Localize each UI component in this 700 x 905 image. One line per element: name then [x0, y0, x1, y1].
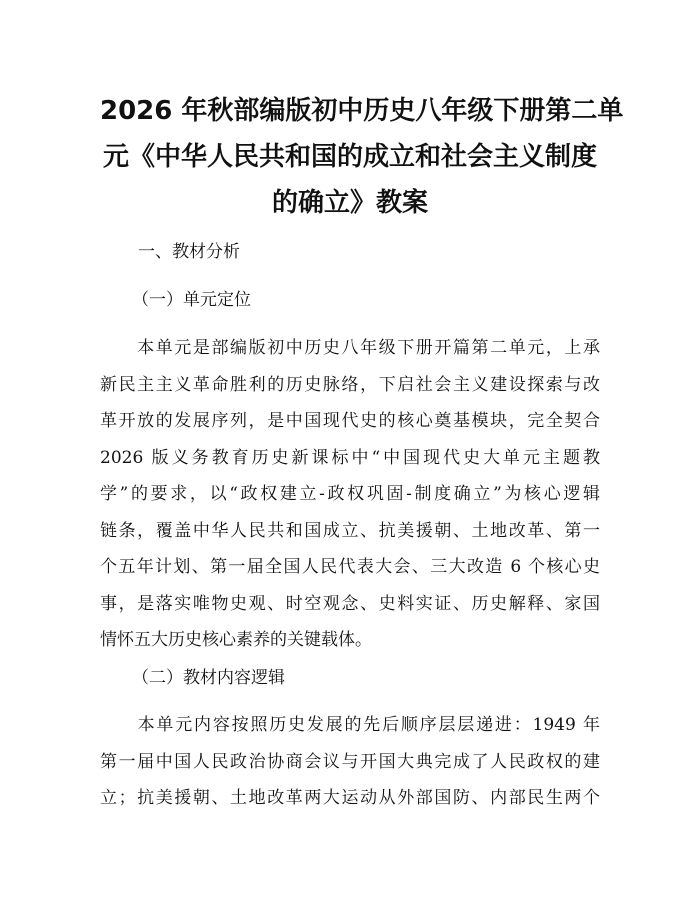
paragraph-line: 事，是落实唯物史观、时空观念、史料实证、历史解释、家国 — [100, 593, 600, 614]
paragraph-line: 个五年计划、第一届全国人民代表大会、三大改造 6 个核心史 — [100, 557, 600, 577]
title-line: 的确立》教案 — [271, 188, 428, 218]
paragraph-line: 第一届中国人民政治协商会议与开国大典完成了人民政权的建 — [100, 751, 600, 772]
paragraph-line: 新民主主义革命胜利的历史脉络，下启社会主义建设探索与改 — [100, 374, 600, 395]
paragraph-line: 链条，覆盖中华人民共和国成立、抗美援朝、土地改革、第一 — [100, 520, 600, 541]
title-line: 2026 年秋部编版初中历史八年级下册第二单 — [100, 96, 624, 126]
paragraph-line: 本单元是部编版初中历史八年级下册开篇第二单元，上承 — [100, 338, 600, 358]
paragraph-line: 革开放的发展序列，是中国现代史的核心奠基模块，完全契合 — [100, 411, 600, 431]
subsection-heading-content-logic: （二）教材内容逻辑 — [132, 668, 285, 688]
paragraph-line: 本单元内容按照历史发展的先后顺序层层递进：1949 年 — [100, 715, 600, 735]
document-title — [100, 88, 624, 226]
section-heading-textbook-analysis: 一、教材分析 — [138, 242, 240, 262]
title-line: 元《中华人民共和国的成立和社会主义制度 — [102, 142, 597, 172]
paragraph-line: 情怀五大历史核心素养的关键载体。 — [100, 630, 372, 650]
paragraph-line: 2026 版义务教育历史新课标中“中国现代史大单元主题教 — [100, 447, 600, 468]
paragraph-unit-positioning — [100, 330, 600, 659]
paragraph-line: 立；抗美援朝、土地改革两大运动从外部国防、内部民生两个 — [100, 788, 600, 808]
paragraph-line: 学”的要求，以“政权建立-政权巩固-制度确立”为核心逻辑 — [100, 484, 600, 504]
subsection-heading-unit-positioning: （一）单元定位 — [132, 290, 251, 310]
paragraph-content-logic — [100, 707, 600, 817]
